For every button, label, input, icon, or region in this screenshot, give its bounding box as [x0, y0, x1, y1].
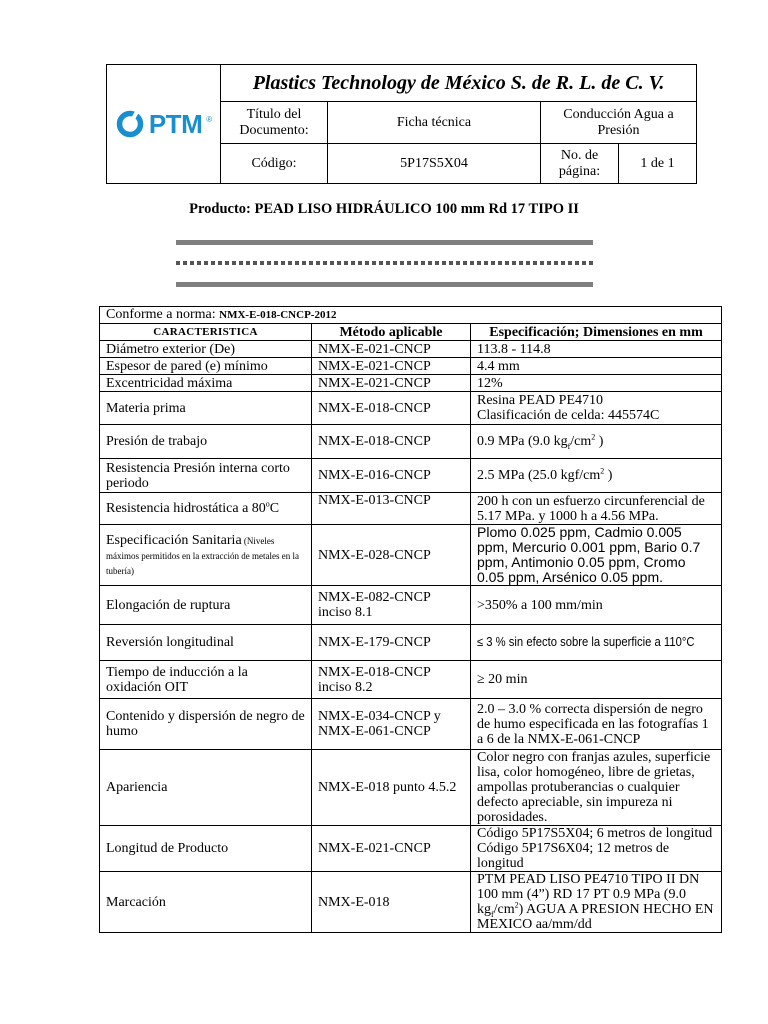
cell-method: [312, 661, 471, 699]
cell-spec: Color negro con franjas azules, superficie lisa, color homogéneo, libre de grietas, ampollas protuberancias o cualquier defecto apreciable, sin impureza ni porosidades.: [471, 750, 722, 826]
cell-method: NMX-E-018 punto 4.5.2: [312, 750, 471, 826]
cell-spec: [471, 625, 722, 661]
banner-dashes: [176, 261, 593, 265]
cell-characteristic: Tiempo de inducción a la oxidación OIT: [100, 661, 312, 699]
col-header-method: Método aplicable: [312, 324, 471, 341]
spec-text: /cm: [493, 902, 515, 917]
table-row: [100, 586, 722, 625]
cell-characteristic: Diámetro exterior (De): [100, 341, 312, 358]
table-row: [100, 661, 722, 699]
cell-characteristic: Contenido y dispersión de negro de humo: [100, 699, 312, 750]
table-row: [100, 625, 722, 661]
cell-characteristic: Excentricidad máxima: [100, 375, 312, 392]
spec-line: Resina PEAD PE4710: [477, 393, 603, 408]
spec-sup: 2: [600, 466, 605, 476]
col-header-spec: Especificación; Dimensiones en mm: [471, 324, 722, 341]
cell-method: NMX-E-018-CNCP: [312, 392, 471, 425]
code-label: Código:: [221, 144, 328, 184]
company-name: Plastics Technology de México S. de R. L. de C. V.: [221, 65, 697, 102]
decorative-banner: [176, 240, 593, 288]
spec-text: ≤ 3 % sin efecto sobre la superficie a 110°C: [477, 635, 695, 649]
norma-label: Conforme a norma:: [106, 307, 220, 322]
method-line: NMX-E-034-CNCP y: [318, 709, 441, 724]
cell-spec: [471, 459, 722, 493]
logo-cell: [107, 65, 221, 184]
cell-method: NMX-E-021-CNCP: [312, 341, 471, 358]
cell-method: NMX-E-179-CNCP: [312, 625, 471, 661]
table-row: [100, 341, 722, 358]
cell-characteristic: [100, 525, 312, 586]
cell-characteristic: Reversión longitudinal: [100, 625, 312, 661]
ptm-logo: [107, 109, 220, 140]
spec-text: 0.9 MPa (9.0 kg: [477, 434, 568, 449]
spec-text: 2.5 MPa (25.0 kgf/cm: [477, 468, 601, 483]
spec-sub: f: [567, 441, 571, 451]
table-row: [100, 872, 722, 933]
cell-spec: [471, 425, 722, 459]
title-right: Conducción Agua a Presión: [541, 102, 697, 144]
table-row: [100, 699, 722, 750]
spec-text: ) AGUA A PRESION HECHO EN MEXICO aa/mm/dd: [477, 902, 714, 932]
document-header: [106, 64, 697, 184]
cell-method: [312, 586, 471, 625]
table-row: [100, 358, 722, 375]
method-line: inciso 8.2: [318, 679, 373, 695]
cell-method: NMX-E-028-CNCP: [312, 525, 471, 586]
method-line: NMX-E-082-CNCP: [318, 590, 431, 605]
cell-characteristic: Materia prima: [100, 392, 312, 425]
cell-spec: ≥ 20 min: [471, 661, 722, 699]
cell-spec: Plomo 0.025 ppm, Cadmio 0.005 ppm, Mercurio 0.001 ppm, Bario 0.7 ppm, Antimonio 0.05 ppm, Cromo 0.05 ppm, Arsénico 0.05 ppm.: [471, 525, 722, 586]
table-row: [100, 459, 722, 493]
cell-method: NMX-E-016-CNCP: [312, 459, 471, 493]
spec-line: Clasificación de celda: 445574C: [477, 408, 660, 423]
cell-method: NMX-E-013-CNCP: [312, 493, 471, 525]
cell-spec: [471, 826, 722, 872]
cell-method: NMX-E-021-CNCP: [312, 358, 471, 375]
cell-spec: [471, 392, 722, 425]
spec-text: ): [604, 468, 613, 483]
spec-line: Código 5P17S6X04; 12 metros de longitud: [477, 841, 670, 871]
norma-code: NMX-E-018-CNCP-2012: [219, 309, 337, 321]
method-line: NMX-E-061-CNCP: [318, 724, 431, 739]
cell-characteristic: Espesor de pared (e) mínimo: [100, 358, 312, 375]
method-line: inciso 8.1: [318, 605, 373, 620]
char-sup: o: [265, 499, 270, 509]
table-row: [100, 375, 722, 392]
page-label: No. de página:: [541, 144, 619, 184]
cell-characteristic: Apariencia: [100, 750, 312, 826]
product-title: Producto: PEAD LISO HIDRÁULICO 100 mm Rd 17 TIPO II: [189, 201, 579, 217]
table-row: [100, 493, 722, 525]
spec-line: Código 5P17S5X04; 6 metros de longitud: [477, 826, 713, 841]
cell-characteristic: Elongación de ruptura: [100, 586, 312, 625]
cell-spec: 12%: [471, 375, 722, 392]
cell-method: NMX-E-018-CNCP: [312, 425, 471, 459]
cell-spec: 113.8 - 114.8: [471, 341, 722, 358]
cell-characteristic: [100, 493, 312, 525]
registered-mark: ®: [206, 114, 213, 124]
cell-spec: [471, 872, 722, 933]
ptm-ring-icon: [115, 109, 145, 139]
cell-method: NMX-E-021-CNCP: [312, 826, 471, 872]
title-label: Título del Documento:: [221, 102, 328, 144]
spec-sup: 2: [514, 900, 519, 910]
table-row: [100, 750, 722, 826]
method-line: NMX-E-018-CNCP: [318, 664, 431, 680]
spec-text: ): [595, 434, 604, 449]
title-value: Ficha técnica: [328, 102, 541, 144]
banner-bar-top: [176, 240, 593, 245]
spec-text: /cm: [570, 434, 592, 449]
col-header-characteristic: CARACTERISTICA: [100, 324, 312, 341]
table-row: [100, 525, 722, 586]
page-value: 1 de 1: [619, 144, 697, 184]
cell-characteristic: Presión de trabajo: [100, 425, 312, 459]
char-text: C: [269, 501, 280, 516]
spec-sup: 2: [591, 432, 596, 442]
cell-characteristic: Longitud de Producto: [100, 826, 312, 872]
logo-text: PTM: [148, 108, 203, 139]
table-row: [100, 425, 722, 459]
norma-row: [100, 307, 722, 324]
cell-spec: >350% a 100 mm/min: [471, 586, 722, 625]
table-row: [100, 392, 722, 425]
table-row: [100, 826, 722, 872]
char-text: Especificación Sanitaria: [106, 532, 242, 548]
cell-method: NMX-E-021-CNCP: [312, 375, 471, 392]
banner-bar-bottom: [176, 282, 593, 287]
cell-method: NMX-E-018: [312, 872, 471, 933]
cell-method: [312, 699, 471, 750]
cell-spec: 2.0 – 3.0 % correcta dispersión de negro de humo especificada en las fotografías 1 a 6 de la NMX-E-061-CNCP: [471, 699, 722, 750]
cell-characteristic: Resistencia Presión interna corto periodo: [100, 459, 312, 493]
spec-table: [99, 306, 722, 933]
char-text: Resistencia hidrostática a 80: [106, 501, 266, 516]
cell-spec: 4.4 mm: [471, 358, 722, 375]
spec-sub: f: [491, 909, 494, 919]
spec-text: PTM PEAD LISO PE4710 TIPO II DN 100 mm (4”) RD 17 PT 0.9 MPa (9.0 kg: [477, 872, 700, 917]
cell-spec: 200 h con un esfuerzo circunferencial de 5.17 MPa. y 1000 h a 4.56 MPa.: [471, 493, 722, 525]
char-note: (Niveles máximos permitidos en la extracción de metales en la tubería): [106, 535, 299, 576]
code-value: 5P17S5X04: [328, 144, 541, 184]
cell-characteristic: Marcación: [100, 872, 312, 933]
